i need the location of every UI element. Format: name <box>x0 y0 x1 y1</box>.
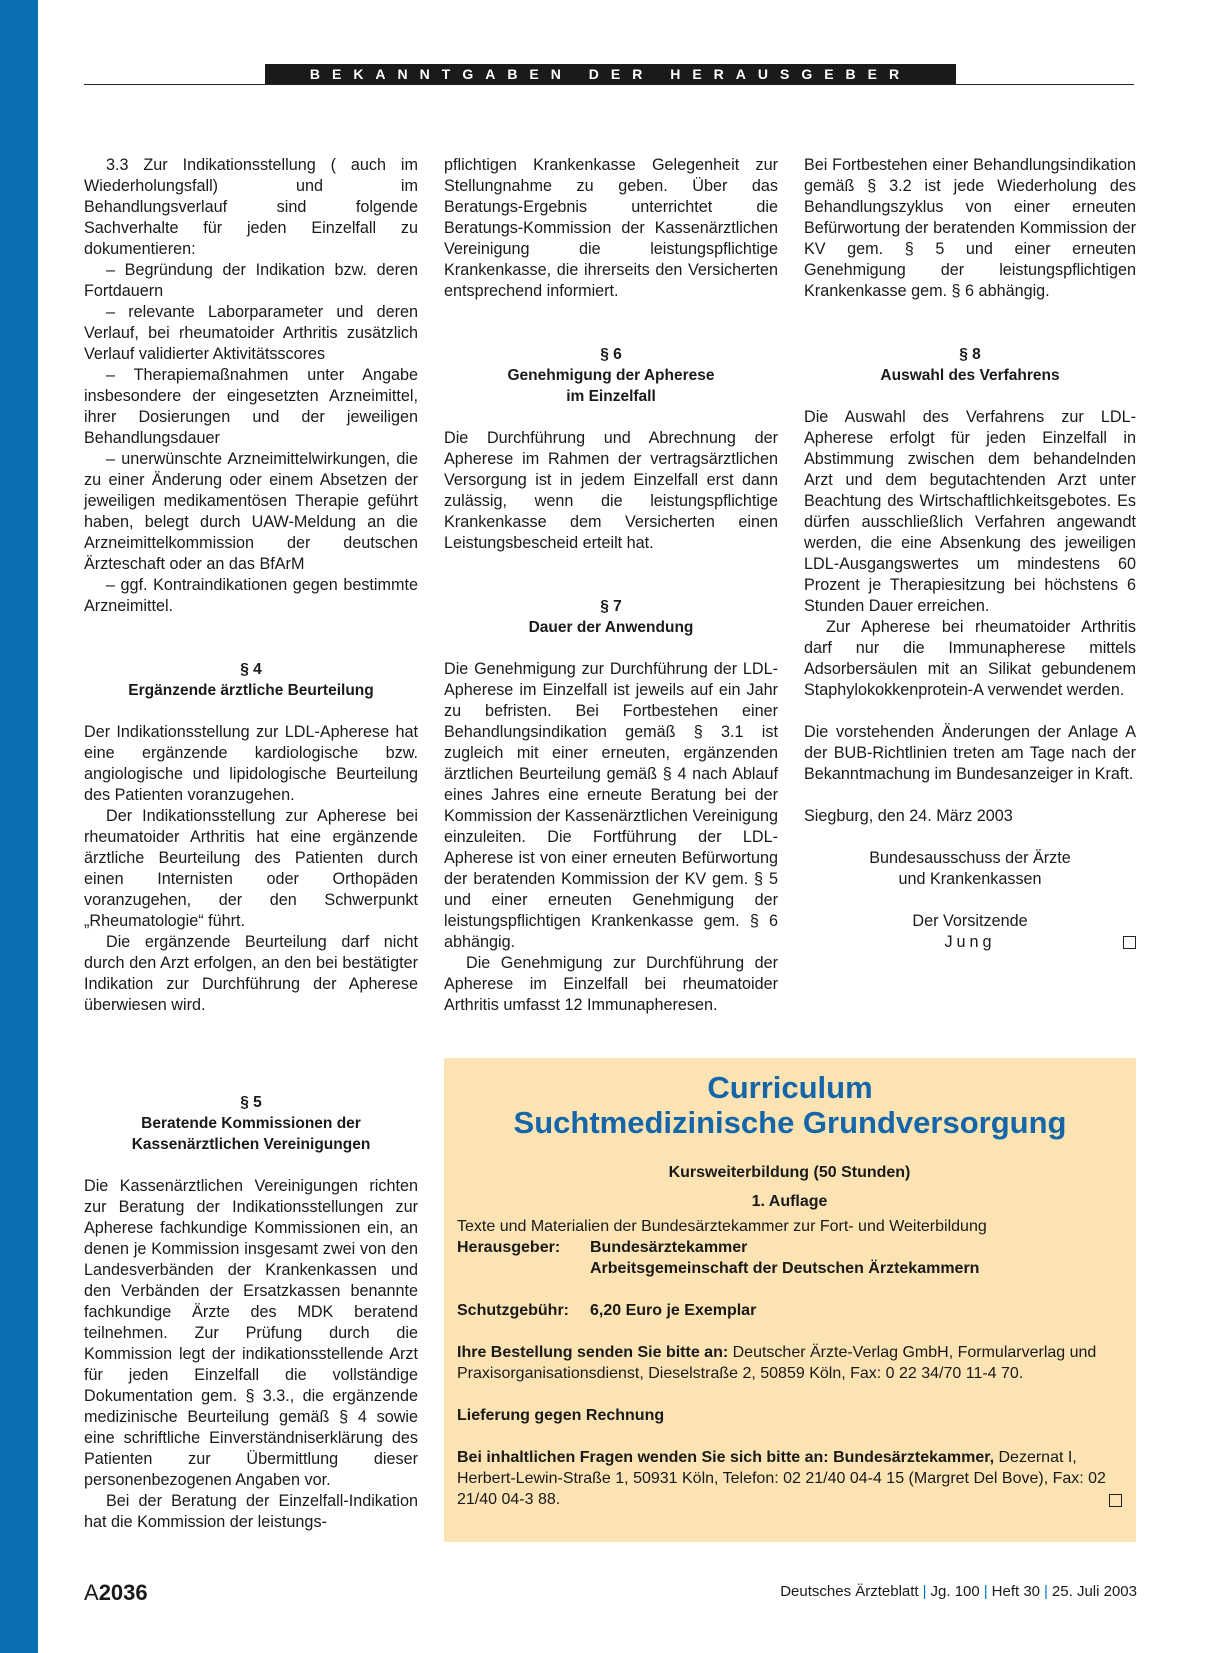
separator: | <box>983 1583 988 1600</box>
curriculum-title-line: Curriculum <box>707 1070 873 1105</box>
course-info: Kursweiterbildung (50 Stunden) <box>668 1164 911 1181</box>
publisher-row <box>457 1237 1122 1279</box>
paragraph-continued: Bei Fortbestehen einer Behandlungsindikation gemäß § 3.2 ist jede Wiederholung des Behandlungszyklus von einer erneuten Befürwortung der beratenden Kommission der KV gem. § 5 und einer erneuten Genehmigung der leistungspflichtigen Krankenkasse gem. § 6 abhängig. <box>804 156 1136 300</box>
page-num: 2036 <box>98 1580 148 1605</box>
bullet-item: – unerwünschte Arzneimittelwirkungen, die zu einer Änderung oder einem Absetzen der jeweiligen medikamentösen Therapie geführt haben, belegt durch UAW-Meldung an die Arzneimittelkommission der deutschen Ärzteschaft oder an das BfArM <box>84 450 418 573</box>
section-5-number: § 5 <box>240 1094 262 1111</box>
publisher-value <box>590 1237 979 1279</box>
end-mark-icon <box>1123 936 1136 949</box>
section-7-paragraph: Die Genehmigung zur Durchführung der Apherese im Einzelfall bei rheumatoider Arthritis umfasst 12 Immunapheresen. <box>444 954 778 1014</box>
signature-line: Bundesausschuss der Ärzte <box>869 849 1071 867</box>
signature-line: und Krankenkassen <box>898 870 1042 888</box>
order-address: Deutscher Ärzte-Verlag GmbH, Formularverlag und Praxisorganisationsdienst, Dieselstraße 2, 50859 Köln, Fax: 0 22 34/70 11-4 70. <box>457 1344 1097 1382</box>
section-4-title: Ergänzende ärztliche Beurteilung <box>128 682 374 699</box>
bullet-item: – ggf. Kontraindikationen gegen bestimmte Arzneimittel. <box>84 576 418 615</box>
section-6-title: Genehmigung der Apherese <box>507 367 715 384</box>
column-1-lower <box>84 1092 418 1533</box>
description: Texte und Materialien der Bundesärztekammer zur Fort- und Weiterbildung <box>457 1218 987 1235</box>
fee-row <box>457 1300 1122 1321</box>
contact-label: Bei inhaltlichen Fragen wenden Sie sich bitte an: Bundesärztekammer, <box>457 1449 995 1466</box>
section-5-paragraph: Bei der Beratung der Einzelfall-Indikation hat die Kommission der leistungs- <box>84 1492 418 1531</box>
signature-name: Jung <box>944 933 996 951</box>
delivery-info: Lieferung gegen Rechnung <box>457 1407 665 1424</box>
closing-paragraph: Die vorstehenden Änderungen der Anlage A der BUB-Richtlinien treten am Tage nach der Bekanntmachung im Bundesanzeiger in Kraft. <box>804 723 1136 783</box>
end-mark-icon <box>1109 1494 1122 1507</box>
journal-issue: Heft 30 <box>991 1583 1041 1600</box>
signature-line: Der Vorsitzende <box>912 912 1028 930</box>
curriculum-details <box>457 1162 1122 1510</box>
curriculum-box <box>444 1058 1136 1542</box>
order-label: Ihre Bestellung senden Sie bitte an: <box>457 1344 729 1361</box>
column-1 <box>84 155 418 1016</box>
column-3 <box>804 155 1136 953</box>
paragraph-continued: pflichtigen Krankenkasse Gelegenheit zur Stellungnahme zu geben. Über das Beratungs-Ergebnis unterrichtet die Beratungs-Kommission der Kassenärztlichen Vereinigung die leistungspflichtige Krankenkasse, die ihrerseits den Versicherten entsprechend informiert. <box>444 156 778 300</box>
bullet-item: – Therapiemaßnahmen unter Angabe insbesondere der eingesetzten Arzneimittel, ihrer Dosierungen und der jeweiligen Behandlungsdauer <box>84 366 418 447</box>
journal-name: Deutsches Ärzteblatt <box>780 1583 919 1600</box>
section-7-paragraph: Die Genehmigung zur Durchführung der LDL-Apherese im Einzelfall ist jeweils auf ein Jahr zu befristen. Bei Fortbestehen einer Behandlungsindikation gemäß § 3.1 ist zugleich mit einer erneuten, ergänzenden ärztlichen Beurteilung gemäß § 4 nach Ablauf eines Jahres eine erneute Beratung bei der Kommission der Kassenärztlichen Vereinigung einzuleiten. Die Fortführung der LDL-Apherese ist von einer erneuten Befürwortung der beratenden Kommission der KV gem. § 5 und einer erneuten Genehmigung der leistungspflichtigen Krankenkasse gem. § 6 abhängig. <box>444 660 778 951</box>
section-5-title: Beratende Kommissionen der <box>141 1115 361 1132</box>
section-4-number: § 4 <box>240 661 262 678</box>
section-4-paragraph: Der Indikationsstellung zur Apherese bei rheumatoider Arthritis hat eine ergänzende ärztliche Beurteilung des Patienten durch einen Internisten oder Orthopäden voranzugehen, der den Schwerpunkt „Rheumatologie“ führt. <box>84 807 418 930</box>
publisher-line: Bundesärztekammer <box>590 1239 748 1256</box>
journal-info <box>780 1583 1137 1600</box>
edition-info: 1. Auflage <box>751 1193 828 1210</box>
bullet-item: – relevante Laborparameter und deren Verlauf, bei rheumatoider Arthritis zusätzlich Verlauf validierter Aktivitätsscores <box>84 303 418 363</box>
section-4-paragraph: Der Indikationsstellung zur LDL-Apherese hat eine ergänzende kardiologische bzw. angiologische und lipidologische Beurteilung des Patienten voranzugehen. <box>84 723 418 804</box>
publisher-line: Arbeitsgemeinschaft der Deutschen Ärztekammern <box>590 1260 980 1277</box>
section-7-number: § 7 <box>600 598 622 615</box>
contact-info <box>457 1447 1122 1510</box>
section-header: BEKANNTGABEN DER HERAUSGEBER <box>265 64 956 84</box>
section-5-title: Kassenärztlichen Vereinigungen <box>131 1136 371 1153</box>
section-8-paragraph: Zur Apherese bei rheumatoider Arthritis darf nur die Immunapherese mittels Adsorbersäulen mit an Silikat gebundenem Staphylokokkenprotein-A verwendet werden. <box>804 618 1136 699</box>
paragraph-3-3: 3.3 Zur Indikationsstellung ( auch im Wiederholungsfall) und im Behandlungsverlauf sind folgende Sachverhalte für jeden Einzelfall zu dokumentieren: <box>84 156 418 258</box>
journal-volume: Jg. 100 <box>930 1583 980 1600</box>
place-date: Siegburg, den 24. März 2003 <box>804 807 1013 825</box>
column-2 <box>444 155 778 1016</box>
publisher-label: Herausgeber: <box>457 1239 561 1256</box>
section-8-paragraph: Die Auswahl des Verfahrens zur LDL-Apherese erfolgt für jeden Einzelfall in Abstimmung zwischen dem behandelnden Arzt und dem begutachtenden Arzt unter Beachtung des Wirtschaftlichkeitsgebotes. Es dürfen ausschließlich Verfahren angewandt werden, die eine Absenkung des jeweiligen LDL-Ausgangswertes um mindestens 60 Prozent je Therapiesitzung bei höchstens 6 Stunden Dauer erreichen. <box>804 408 1136 615</box>
section-6-number: § 6 <box>600 346 622 363</box>
side-color-bar <box>0 0 38 1653</box>
fee-value: 6,20 Euro je Exemplar <box>590 1302 757 1319</box>
section-6-paragraph: Die Durchführung und Abrechnung der Apherese im Rahmen der vertragsärztlichen Versorgung ist in jedem Einzelfall erst dann zulässig, wenn die leistungspflichtige Krankenkasse dem Versicherten einen Leistungsbescheid erteilt hat. <box>444 429 778 552</box>
contact-address: Dezernat I, Herbert-Lewin-Straße 1, 50931 Köln, Telefon: 02 21/40 04-4 15 (Margret Del Bove), Fax: 02 21/40 04-3 88. <box>457 1449 1106 1508</box>
section-7-title: Dauer der Anwendung <box>528 619 694 636</box>
section-8-title: Auswahl des Verfahrens <box>880 367 1060 384</box>
separator: | <box>922 1583 927 1600</box>
section-5-paragraph: Die Kassenärztlichen Vereinigungen richten zur Beratung der Indikationsstellungen zur Apherese fachkundige Kommissionen ein, an denen je Kommission insgesamt zwei von den Landesverbänden der Krankenkassen und den Verbänden der Ersatzkassen benannte fachkundige Ärzte des MDK beratend teilnehmen. Zur Prüfung durch die Kommission legt der indikationsstellende Arzt für jeden Einzelfall die vollständige Dokumentation gem. § 3.3., die ergänzende medizinische Beurteilung gemäß § 4 sowie eine schriftliche Einverständniserklärung des Patienten zur Übermittlung dieser personenbezogenen Angaben vor. <box>84 1177 418 1489</box>
bullet-item: – Begründung der Indikation bzw. deren Fortdauern <box>84 261 418 300</box>
order-info <box>457 1342 1122 1384</box>
page-number <box>84 1580 148 1606</box>
page-prefix: A <box>84 1580 99 1605</box>
journal-date: 25. Juli 2003 <box>1051 1583 1137 1600</box>
section-6-title: im Einzelfall <box>566 388 656 405</box>
section-8-number: § 8 <box>959 346 981 363</box>
section-4-paragraph: Die ergänzende Beurteilung darf nicht durch den Arzt erfolgen, an den bei bestätigter Indikation zur Durchführung der Apherese überwiesen wird. <box>84 933 418 1014</box>
header-rule <box>84 84 1134 85</box>
separator: | <box>1044 1583 1048 1600</box>
curriculum-title <box>444 1070 1136 1140</box>
curriculum-title-line: Suchtmedizinische Grundversorgung <box>513 1105 1067 1140</box>
fee-label: Schutzgebühr: <box>457 1302 569 1319</box>
